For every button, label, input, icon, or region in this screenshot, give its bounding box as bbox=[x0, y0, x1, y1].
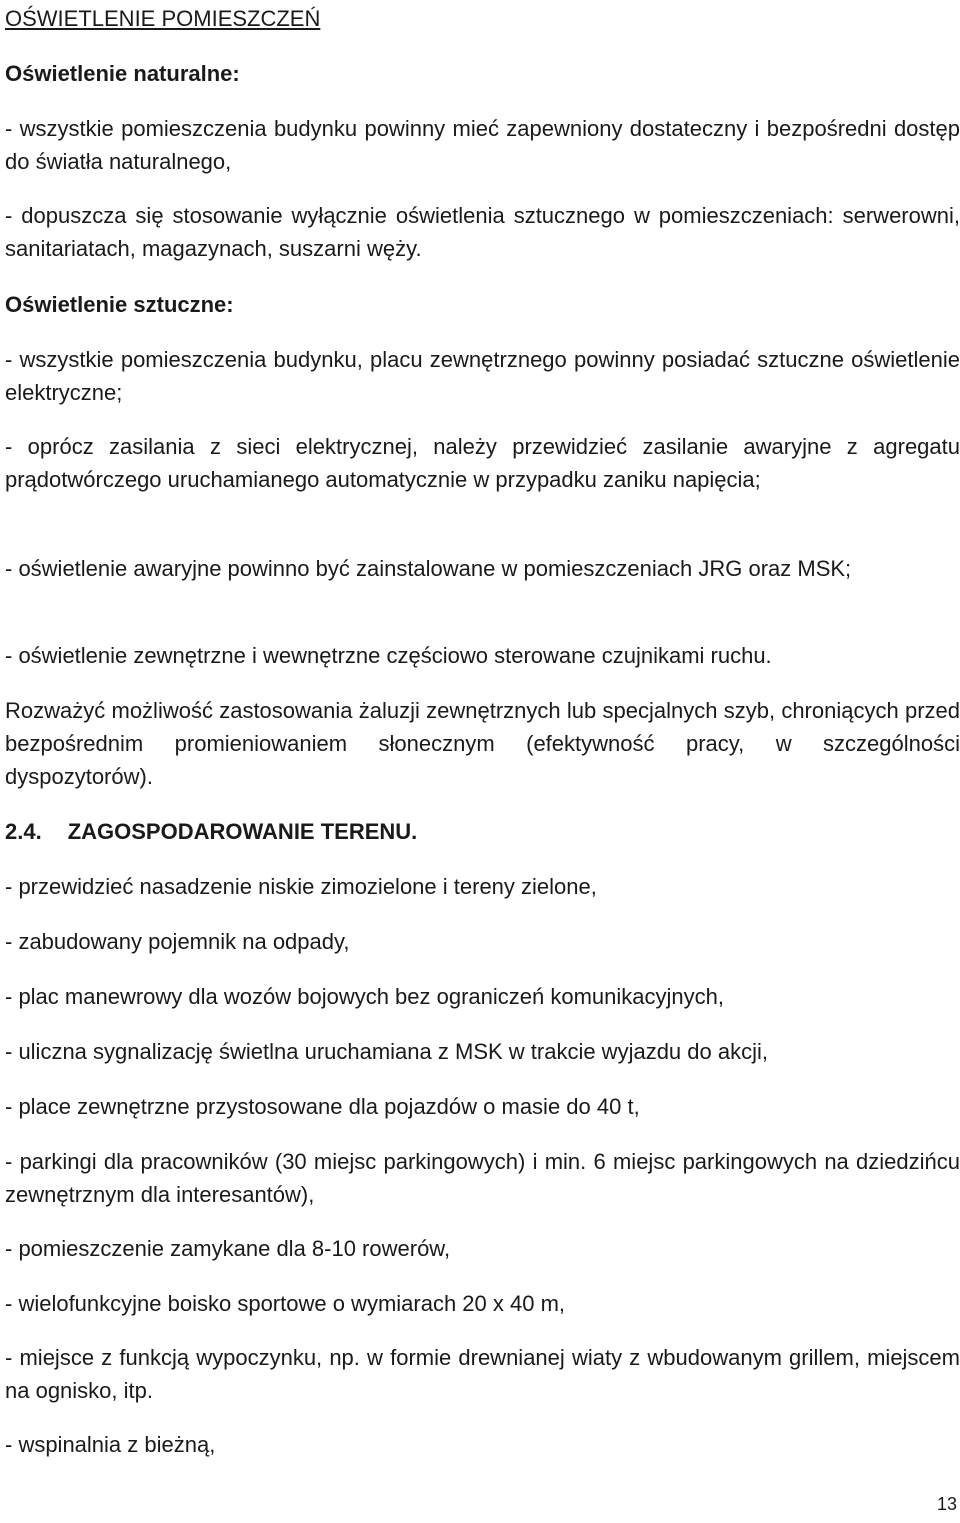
list-item: - przewidzieć nasadzenie niskie zimozielone i tereny zielone, bbox=[5, 874, 597, 899]
artificial-paragraph-2: - oprócz zasilania z sieci elektrycznej, należy przewidzieć zasilanie awaryjne z agregatu prądotwórczego uruchamianego automatycznie w przypadku zaniku napięcia; bbox=[5, 434, 960, 492]
page-number: 13 bbox=[936, 1494, 957, 1514]
natural-paragraph-2: - dopuszcza się stosowanie wyłącznie oświetlenia sztucznego w pomieszczeniach: serwerowni, sanitariatach, magazynach, suszarni węży. bbox=[5, 203, 960, 261]
artificial-lighting-heading: Oświetlenie sztuczne: bbox=[5, 292, 234, 317]
list-item: - plac manewrowy dla wozów bojowych bez ograniczeń komunikacyjnych, bbox=[5, 984, 724, 1009]
artificial-paragraph-4: - oświetlenie zewnętrzne i wewnętrzne częściowo sterowane czujnikami ruchu. bbox=[5, 643, 772, 668]
list-item: - pomieszczenie zamykane dla 8-10 rowerów, bbox=[5, 1236, 451, 1261]
list-item: - miejsce z funkcją wypoczynku, np. w formie drewnianej wiaty z wbudowanym grillem, miejscem na ognisko, itp. bbox=[5, 1345, 960, 1403]
natural-paragraph-1: - wszystkie pomieszczenia budynku powinny mieć zapewniony dostateczny i bezpośredni dostęp do światła naturalnego, bbox=[5, 116, 960, 174]
artificial-paragraph-1: - wszystkie pomieszczenia budynku, placu zewnętrznego powinny posiadać sztuczne oświetlenie elektryczne; bbox=[5, 347, 960, 405]
artificial-paragraph-3: - oświetlenie awaryjne powinno być zainstalowane w pomieszczeniach JRG oraz MSK; bbox=[5, 556, 852, 581]
artificial-paragraph-5: Rozważyć możliwość zastosowania żaluzji zewnętrznych lub specjalnych szyb, chroniących przed bezpośrednim promieniowaniem słonecznym (efektywność pracy, w szczególności dyspozytorów). bbox=[5, 698, 960, 789]
section-heading bbox=[5, 815, 960, 848]
natural-lighting-heading: Oświetlenie naturalne: bbox=[5, 61, 240, 86]
list-item: - wielofunkcyjne boisko sportowe o wymiarach 20 x 40 m, bbox=[5, 1291, 566, 1316]
list-item: - place zewnętrzne przystosowane dla pojazdów o masie do 40 t, bbox=[5, 1094, 640, 1119]
section-number: 2.4. bbox=[5, 819, 42, 844]
list-item: - parkingi dla pracowników (30 miejsc parkingowych) i min. 6 miejsc parkingowych na dziedzińcu zewnętrznym dla interesantów), bbox=[5, 1149, 960, 1207]
list-item: - uliczna sygnalizację świetlna uruchamiana z MSK w trakcie wyjazdu do akcji, bbox=[5, 1039, 768, 1064]
section-title: ZAGOSPODAROWANIE TERENU. bbox=[67, 819, 418, 844]
list-item: - zabudowany pojemnik na odpady, bbox=[5, 929, 350, 954]
page-title: OŚWIETLENIE POMIESZCZEŃ bbox=[5, 6, 321, 31]
list-item: - wspinalnia z bieżną, bbox=[5, 1432, 216, 1457]
